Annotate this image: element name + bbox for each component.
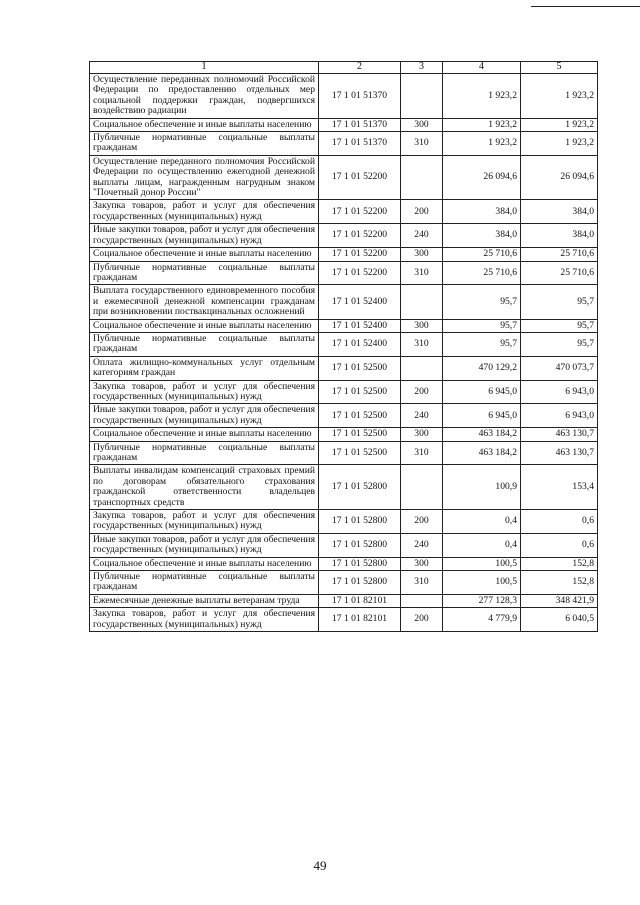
expense-type-cell: 200 xyxy=(401,510,443,534)
amount-cell: 1 923,2 xyxy=(521,118,598,131)
amount-cell: 1 923,2 xyxy=(443,74,521,119)
amount-cell: 25 710,6 xyxy=(443,261,521,285)
target-code-cell: 17 1 01 52800 xyxy=(319,510,401,534)
column-header: 5 xyxy=(521,62,598,74)
expense-type-cell xyxy=(401,356,443,380)
amount-cell: 25 710,6 xyxy=(521,248,598,261)
table-row xyxy=(90,571,598,595)
amount-cell: 100,5 xyxy=(443,557,521,570)
table-row xyxy=(90,118,598,131)
target-code-cell: 17 1 01 52500 xyxy=(319,441,401,465)
target-code-cell: 17 1 01 52800 xyxy=(319,571,401,595)
target-code-cell: 17 1 01 52200 xyxy=(319,261,401,285)
amount-cell: 6 945,0 xyxy=(443,404,521,428)
target-code-cell: 17 1 01 51370 xyxy=(319,118,401,131)
table-row xyxy=(90,285,598,319)
row-name-cell: Публичные нормативные социальные выплаты гражданам xyxy=(90,132,319,156)
amount-cell: 25 710,6 xyxy=(521,261,598,285)
header-row xyxy=(90,62,598,74)
expense-type-cell: 300 xyxy=(401,428,443,441)
amount-cell: 25 710,6 xyxy=(443,248,521,261)
table-row xyxy=(90,332,598,356)
amount-cell: 384,0 xyxy=(521,224,598,248)
target-code-cell: 17 1 01 52200 xyxy=(319,200,401,224)
row-name-cell: Ежемесячные денежные выплаты ветеранам труда xyxy=(90,594,319,607)
target-code-cell: 17 1 01 52400 xyxy=(319,285,401,319)
expense-type-cell: 200 xyxy=(401,200,443,224)
expense-type-cell: 310 xyxy=(401,261,443,285)
amount-cell: 4 779,9 xyxy=(443,608,521,632)
amount-cell: 26 094,6 xyxy=(443,155,521,200)
page-number: 49 xyxy=(313,858,327,873)
top-rule xyxy=(531,6,640,7)
row-name-cell: Осуществление переданных полномочий Российской Федерации по предоставлению отдельных мер социальной поддержки граждан, подвергшихся воздействию радиации xyxy=(90,74,319,119)
expense-type-cell xyxy=(401,594,443,607)
table-row xyxy=(90,404,598,428)
target-code-cell: 17 1 01 52400 xyxy=(319,332,401,356)
table-row xyxy=(90,533,598,557)
row-name-cell: Оплата жилищно-коммунальных услуг отдельным категориям граждан xyxy=(90,356,319,380)
expense-type-cell: 300 xyxy=(401,118,443,131)
amount-cell: 0,4 xyxy=(443,533,521,557)
row-name-cell: Публичные нормативные социальные выплаты гражданам xyxy=(90,261,319,285)
target-code-cell: 17 1 01 82101 xyxy=(319,608,401,632)
table-row xyxy=(90,441,598,465)
expense-type-cell xyxy=(401,155,443,200)
row-name-cell: Выплата государственного единовременного пособия и ежемесячной денежной компенсации гражданам при возникновении поствакцинальных осложнений xyxy=(90,285,319,319)
expense-type-cell: 200 xyxy=(401,608,443,632)
target-code-cell: 17 1 01 52500 xyxy=(319,356,401,380)
amount-cell: 152,8 xyxy=(521,571,598,595)
table-row xyxy=(90,132,598,156)
row-name-cell: Иные закупки товаров, работ и услуг для обеспечения государственных (муниципальных) нужд xyxy=(90,404,319,428)
expense-type-cell: 200 xyxy=(401,380,443,404)
target-code-cell: 17 1 01 52500 xyxy=(319,404,401,428)
row-name-cell: Закупка товаров, работ и услуг для обеспечения государственных (муниципальных) нужд xyxy=(90,608,319,632)
amount-cell: 470 129,2 xyxy=(443,356,521,380)
row-name-cell: Иные закупки товаров, работ и услуг для обеспечения государственных (муниципальных) нужд xyxy=(90,533,319,557)
target-code-cell: 17 1 01 82101 xyxy=(319,594,401,607)
budget-table xyxy=(89,61,598,632)
row-name-cell: Закупка товаров, работ и услуг для обеспечения государственных (муниципальных) нужд xyxy=(90,510,319,534)
column-header: 1 xyxy=(90,62,319,74)
amount-cell: 95,7 xyxy=(443,319,521,332)
expense-type-cell: 310 xyxy=(401,132,443,156)
amount-cell: 100,9 xyxy=(443,465,521,510)
row-name-cell: Социальное обеспечение и иные выплаты населению xyxy=(90,248,319,261)
amount-cell: 1 923,2 xyxy=(443,118,521,131)
amount-cell: 348 421,9 xyxy=(521,594,598,607)
table-row xyxy=(90,248,598,261)
amount-cell: 463 130,7 xyxy=(521,428,598,441)
target-code-cell: 17 1 01 52200 xyxy=(319,155,401,200)
table-row xyxy=(90,261,598,285)
expense-type-cell xyxy=(401,465,443,510)
expense-type-cell: 300 xyxy=(401,319,443,332)
expense-type-cell: 310 xyxy=(401,441,443,465)
expense-type-cell: 240 xyxy=(401,224,443,248)
table-row xyxy=(90,380,598,404)
amount-cell: 6 943,0 xyxy=(521,380,598,404)
amount-cell: 1 923,2 xyxy=(521,132,598,156)
table-row xyxy=(90,510,598,534)
table-row xyxy=(90,200,598,224)
amount-cell: 153,4 xyxy=(521,465,598,510)
expense-type-cell: 300 xyxy=(401,248,443,261)
amount-cell: 95,7 xyxy=(521,319,598,332)
expense-type-cell: 310 xyxy=(401,332,443,356)
target-code-cell: 17 1 01 52800 xyxy=(319,533,401,557)
expense-type-cell: 310 xyxy=(401,571,443,595)
amount-cell: 463 184,2 xyxy=(443,428,521,441)
amount-cell: 463 184,2 xyxy=(443,441,521,465)
table-row xyxy=(90,319,598,332)
amount-cell: 95,7 xyxy=(521,332,598,356)
amount-cell: 26 094,6 xyxy=(521,155,598,200)
amount-cell: 463 130,7 xyxy=(521,441,598,465)
amount-cell: 0,6 xyxy=(521,533,598,557)
target-code-cell: 17 1 01 52400 xyxy=(319,319,401,332)
target-code-cell: 17 1 01 52500 xyxy=(319,380,401,404)
amount-cell: 384,0 xyxy=(443,224,521,248)
amount-cell: 0,4 xyxy=(443,510,521,534)
row-name-cell: Социальное обеспечение и иные выплаты населению xyxy=(90,319,319,332)
row-name-cell: Выплаты инвалидам компенсаций страховых премий по договорам обязательного страхования гражданской ответственности владельцев транспортных средств xyxy=(90,465,319,510)
row-name-cell: Осуществление переданного полномочия Российской Федерации по осуществлению ежегодной денежной выплаты лицам, награжденным нагрудным знаком "Почетный донор России" xyxy=(90,155,319,200)
table-row xyxy=(90,224,598,248)
row-name-cell: Социальное обеспечение и иные выплаты населению xyxy=(90,118,319,131)
table-body xyxy=(90,62,598,632)
amount-cell: 6 040,5 xyxy=(521,608,598,632)
row-name-cell: Публичные нормативные социальные выплаты гражданам xyxy=(90,571,319,595)
target-code-cell: 17 1 01 52200 xyxy=(319,224,401,248)
table-row xyxy=(90,74,598,119)
target-code-cell: 17 1 01 52200 xyxy=(319,248,401,261)
column-header: 4 xyxy=(443,62,521,74)
amount-cell: 95,7 xyxy=(521,285,598,319)
amount-cell: 1 923,2 xyxy=(443,132,521,156)
expense-type-cell xyxy=(401,285,443,319)
amount-cell: 277 128,3 xyxy=(443,594,521,607)
row-name-cell: Закупка товаров, работ и услуг для обеспечения государственных (муниципальных) нужд xyxy=(90,200,319,224)
amount-cell: 95,7 xyxy=(443,332,521,356)
row-name-cell: Публичные нормативные социальные выплаты гражданам xyxy=(90,441,319,465)
amount-cell: 100,5 xyxy=(443,571,521,595)
expense-type-cell: 240 xyxy=(401,404,443,428)
amount-cell: 384,0 xyxy=(521,200,598,224)
table-row xyxy=(90,557,598,570)
table-row xyxy=(90,428,598,441)
amount-cell: 6 945,0 xyxy=(443,380,521,404)
expense-type-cell: 240 xyxy=(401,533,443,557)
row-name-cell: Иные закупки товаров, работ и услуг для обеспечения государственных (муниципальных) нужд xyxy=(90,224,319,248)
amount-cell: 152,8 xyxy=(521,557,598,570)
table-row xyxy=(90,155,598,200)
row-name-cell: Социальное обеспечение и иные выплаты населению xyxy=(90,557,319,570)
target-code-cell: 17 1 01 51370 xyxy=(319,74,401,119)
target-code-cell: 17 1 01 51370 xyxy=(319,132,401,156)
expense-type-cell xyxy=(401,74,443,119)
target-code-cell: 17 1 01 52500 xyxy=(319,428,401,441)
row-name-cell: Публичные нормативные социальные выплаты гражданам xyxy=(90,332,319,356)
table-row xyxy=(90,594,598,607)
amount-cell: 6 943,0 xyxy=(521,404,598,428)
column-header: 3 xyxy=(401,62,443,74)
row-name-cell: Социальное обеспечение и иные выплаты населению xyxy=(90,428,319,441)
target-code-cell: 17 1 01 52800 xyxy=(319,465,401,510)
column-header: 2 xyxy=(319,62,401,74)
target-code-cell: 17 1 01 52800 xyxy=(319,557,401,570)
amount-cell: 1 923,2 xyxy=(521,74,598,119)
table-row xyxy=(90,608,598,632)
amount-cell: 470 073,7 xyxy=(521,356,598,380)
expense-type-cell: 300 xyxy=(401,557,443,570)
row-name-cell: Закупка товаров, работ и услуг для обеспечения государственных (муниципальных) нужд xyxy=(90,380,319,404)
table-row xyxy=(90,356,598,380)
amount-cell: 384,0 xyxy=(443,200,521,224)
table-row xyxy=(90,465,598,510)
amount-cell: 0,6 xyxy=(521,510,598,534)
amount-cell: 95,7 xyxy=(443,285,521,319)
